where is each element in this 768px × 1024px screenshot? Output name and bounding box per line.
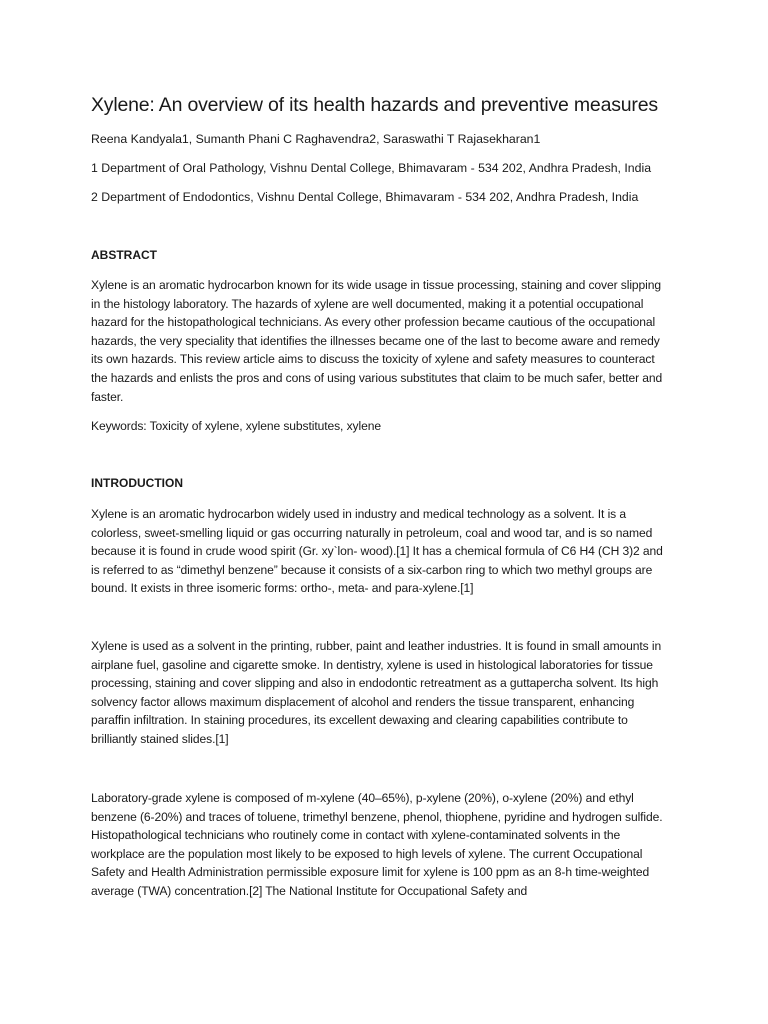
paper-title: Xylene: An overview of its health hazards and preventive measures [91,94,658,116]
abstract-text: Xylene is an aromatic hydrocarbon known for its wide usage in tissue processing, staining and cover slipping in the histology laboratory. The hazards of xylene are well documented, making it a potential occupational hazard for the histopathological technicians. As every other profession became cautious of the occupational hazards, the very speciality that identifies the illnesses became one of the last to become aware and remedy its own hazards. This review article aims to discuss the toxicity of xylene and safety measures to counteract the hazards and enlists the pros and cons of using various substitutes that claim to be much safer, better and faster. [91,278,663,404]
introduction-heading: INTRODUCTION [91,476,183,490]
introduction-paragraph: Xylene is used as a solvent in the printing, rubber, paint and leather industries. It is found in small amounts in airplane fuel, gasoline and cigarette smoke. In dentistry, xylene is used in histological laboratories for tissue processing, staining and cover slipping and also in endodontic retreatment as a guttapercha solvent. Its high solvency factor allows maximum displacement of alcohol and renders the tissue transparent, enhancing paraffin infiltration. In staining procedures, its excellent dewaxing and clearing capabilities contribute to brilliantly stained slides.[1] [91,639,662,746]
abstract-heading: ABSTRACT [91,248,157,262]
affiliation-2: 2 Department of Endodontics, Vishnu Dental College, Bhimavaram - 534 202, Andhra Pradesh, India [91,190,639,204]
author-list: Reena Kandyala1, Sumanth Phani C Raghavendra2, Saraswathi T Rajasekharan1 [91,132,541,146]
affiliation-1: 1 Department of Oral Pathology, Vishnu Dental College, Bhimavaram - 534 202, Andhra Pradesh, India [91,161,652,175]
introduction-paragraph: Xylene is an aromatic hydrocarbon widely used in industry and medical technology as a solvent. It is a colorless, sweet-smelling liquid or gas occurring naturally in petroleum, coal and wood tar, and is so named because it is found in crude wood spirit (Gr. xy`lon- wood).[1] It has a chemical formula of C6 H4 (CH 3)2 and is referred to as “dimethyl benzene” because it consists of a six-carbon ring to which two methyl groups are bound. It exists in three isomeric forms: ortho-, meta- and para-xylene.[1] [91,507,663,596]
introduction-paragraph: Laboratory-grade xylene is composed of m-xylene (40–65%), p-xylene (20%), o-xylene (20%) and ethyl benzene (6-20%) and traces of toluene, trimethyl benzene, phenol, thiophene, pyridine and hydrogen sulfide. Histopathological technicians who routinely come in contact with xylene-contaminated solvents in the workplace are the population most likely to be exposed to high levels of xylene. The current Occupational Safety and Health Administration permissible exposure limit for xylene is 100 ppm as an 8-h time-weighted average (TWA) concentration.[2] The National Institute for Occupational Safety and [91,791,663,898]
keywords: Keywords: Toxicity of xylene, xylene substitutes, xylene [91,419,381,433]
